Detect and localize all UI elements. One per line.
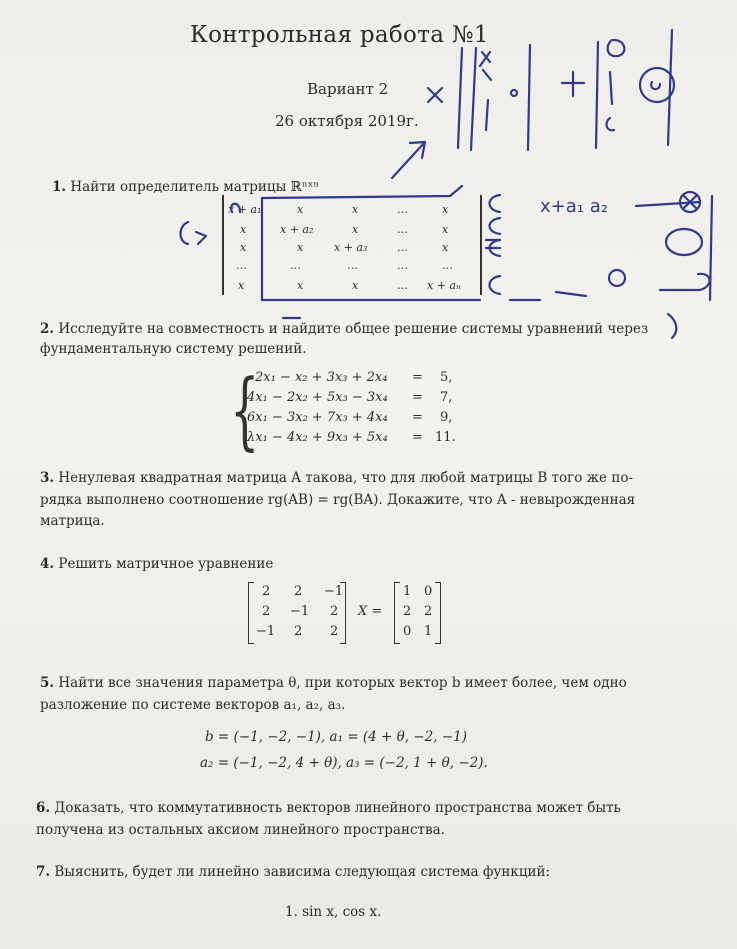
equation-middle: X = <box>358 604 383 619</box>
matrix-cell: … <box>397 279 408 292</box>
task-number: 5. <box>40 675 55 691</box>
matrix-cell: x + a₃ <box>334 241 368 254</box>
matrix-cell: x <box>442 241 449 254</box>
matrix-cell: −1 <box>256 624 276 639</box>
matrix-cell: 1 <box>403 584 412 599</box>
ink-dash <box>556 292 586 296</box>
ink-oval <box>666 229 702 255</box>
ink-bar <box>710 196 712 300</box>
matrix-cell: x + a₁ <box>228 203 262 216</box>
ink-scribble <box>480 52 491 130</box>
matrix-cell: x <box>240 223 247 236</box>
matrix-cell: 2 <box>330 604 339 619</box>
equation-rhs: 11. <box>435 430 456 445</box>
equals-sign: = <box>412 410 423 425</box>
task-number: 1. <box>52 179 67 195</box>
matrix-cell: 2 <box>294 584 303 599</box>
ink-letter <box>651 82 660 89</box>
matrix-cell: x <box>352 223 359 236</box>
ink-bar <box>668 30 672 145</box>
ink-box <box>262 198 480 300</box>
equation-lhs: λx₁ − 4x₂ + 9x₃ + 5x₄ <box>247 430 388 445</box>
ink-bar <box>471 48 476 150</box>
task-text: Исследуйте на совместность и найдите общее решение системы уравнений через <box>58 321 649 337</box>
matrix-cell: x <box>297 241 304 254</box>
equation-rhs: 7, <box>440 390 453 405</box>
functions-line: 1. sin x, cos x. <box>285 904 382 920</box>
task-text: Найти определитель матрицы ℝⁿˣⁿ <box>70 179 320 195</box>
ink-curve <box>660 274 710 290</box>
ink-bar <box>458 48 462 148</box>
matrix-cell: 2 <box>403 604 412 619</box>
ink-letter <box>607 72 614 130</box>
equals-sign: = <box>412 390 423 405</box>
matrix-cell: 2 <box>262 604 271 619</box>
task-number: 2. <box>40 321 55 337</box>
vectors-line-2: a₂ = (−1, −2, 4 + θ), a₃ = (−2, 1 + θ, −2). <box>200 755 488 771</box>
matrix-cell: 2 <box>262 584 271 599</box>
ink-line <box>262 186 462 198</box>
matrix-cell: 1 <box>424 624 433 639</box>
ink-curve <box>668 314 676 338</box>
equation-lhs: 6x₁ − 3x₂ + 7x₃ + 4x₄ <box>247 410 388 425</box>
matrix-cell: … <box>290 259 301 272</box>
matrix-cell: 2 <box>294 624 303 639</box>
equation-lhs: 2x₁ − x₂ + 3x₃ + 2x₄ <box>255 370 388 385</box>
matrix-cell: x <box>442 203 449 216</box>
system-brace: { <box>230 361 260 459</box>
equation-rhs: 9, <box>440 410 453 425</box>
matrix-cell: … <box>236 259 247 272</box>
matrix-cell: … <box>347 259 358 272</box>
matrix-cell: … <box>397 259 408 272</box>
task-number: 4. <box>40 556 55 572</box>
matrix-cell: 0 <box>403 624 412 639</box>
matrix-cell: x <box>352 203 359 216</box>
ink-arrow <box>392 142 425 178</box>
matrix-cell: 2 <box>330 624 339 639</box>
matrix-cell: x + aₙ <box>427 279 461 292</box>
matrix-cell: 2 <box>424 604 433 619</box>
ink-x-mark <box>428 88 442 102</box>
ink-brackets <box>490 195 501 256</box>
task-3-continued-2: матрица. <box>40 513 105 529</box>
matrix-cell: x <box>297 279 304 292</box>
ink-plus <box>562 72 584 96</box>
matrix-cell: −1 <box>324 584 344 599</box>
ink-bracket <box>490 276 501 294</box>
vectors-line-1: b = (−1, −2, −1), a₁ = (4 + θ, −2, −1) <box>205 729 467 745</box>
task-number: 3. <box>40 470 55 486</box>
ink-letter <box>608 40 625 56</box>
equals-sign: = <box>412 370 423 385</box>
task-number: 7. <box>36 864 51 880</box>
task-number: 6. <box>36 800 51 816</box>
ink-mark <box>231 204 240 212</box>
ink-text: x+a₁ a₂ <box>540 196 608 217</box>
equals-sign: = <box>412 430 423 445</box>
matrix-cell: −1 <box>290 604 310 619</box>
matrix-cell: x <box>238 279 245 292</box>
task-text: Доказать, что коммутативность векторов линейного пространства может быть <box>54 800 621 816</box>
task-text: Найти все значения параметра θ, при которых вектор b имеет более, чем одно <box>58 675 627 691</box>
equation-lhs: 4x₁ − 2x₂ + 5x₃ − 3x₄ <box>247 390 388 405</box>
ink-bar <box>528 45 530 150</box>
task-text: Ненулевая квадратная матрица A такова, что для любой матрицы B того же по- <box>58 470 634 486</box>
matrix-cell: … <box>442 259 453 272</box>
variant-label: Вариант 2 <box>307 80 389 98</box>
matrix-cell: x <box>352 279 359 292</box>
matrix-cell: 0 <box>424 584 433 599</box>
exam-date: 26 октября 2019г. <box>275 112 419 130</box>
matrix-cell: … <box>397 203 408 216</box>
equation-rhs: 5, <box>440 370 453 385</box>
task-text: Выяснить, будет ли линейно зависима следующая система функций: <box>54 864 551 880</box>
task-text: Решить матричное уравнение <box>58 556 274 572</box>
page-title: Контрольная работа №1 <box>190 22 489 48</box>
task-5-continued: разложение по системе векторов a₁, a₂, a₃. <box>40 697 346 713</box>
ink-arrow <box>181 222 207 244</box>
task-6-continued: получена из остальных аксиом линейного пространства. <box>36 822 445 838</box>
ink-dot <box>511 90 517 96</box>
matrix-cell: … <box>397 241 408 254</box>
matrix-cell: x <box>442 223 449 236</box>
task-3-continued: рядка выполнено соотношение rg(AB) = rg(BA). Докажите, что A - невырожденная <box>40 492 636 508</box>
ink-circle <box>609 270 625 286</box>
task-2-continued: фундаментальную систему решений. <box>40 341 307 357</box>
matrix-cell: … <box>397 223 408 236</box>
matrix-cell: x + a₂ <box>280 223 314 236</box>
matrix-cell: x <box>240 241 247 254</box>
matrix-cell: x <box>297 203 304 216</box>
ink-bar <box>596 42 598 148</box>
